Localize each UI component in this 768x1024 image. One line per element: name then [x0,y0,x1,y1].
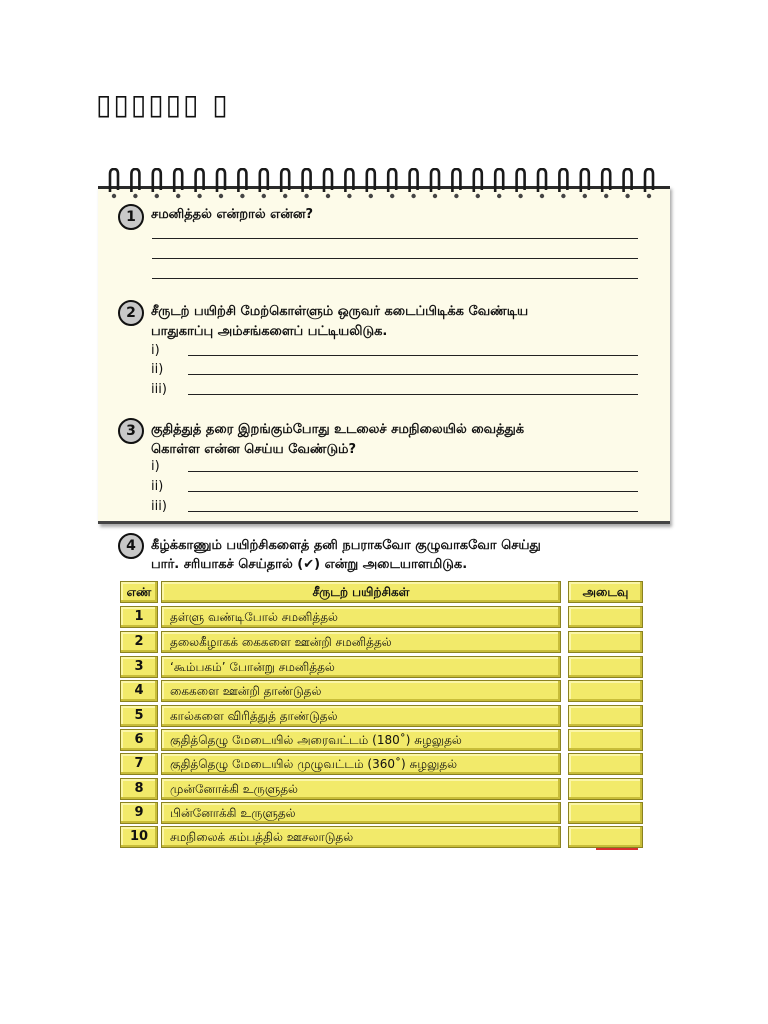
answer-label: i) [151,459,160,474]
achievement-cell[interactable] [568,802,643,824]
spiral-ring [324,169,332,198]
answer-line[interactable] [188,491,638,492]
achievement-cell[interactable] [568,631,643,653]
row-number: 4 [120,680,158,702]
achievement-cell[interactable] [568,680,643,702]
achievement-cell[interactable] [568,606,643,628]
row-activity: பின்னோக்கி உருளுதல் [161,802,561,824]
question-1-text: சமனித்தல் என்றால் என்ன? [151,207,314,222]
row-number: 9 [120,802,158,824]
row-number: 6 [120,729,158,751]
question-3-number: 3 [118,418,144,444]
answer-line[interactable] [188,355,638,356]
achievement-cell[interactable] [568,826,643,848]
spiral-ring [538,169,546,198]
row-activity: தள்ளு வண்டிபோல் சமனித்தல் [161,606,561,628]
spiral-ring [217,169,225,198]
spiral-ring [303,169,311,198]
row-activity: குதித்தெழு மேடையில் அரைவட்டம் (180˚) சுழலுதல் [161,729,561,751]
answer-label: i) [151,343,160,358]
spiral-ring [281,169,289,198]
answer-line[interactable] [188,511,638,512]
row-activity: தலைகீழாகக் கைகளை ஊன்றி சமனித்தல் [161,631,561,653]
answer-line[interactable] [188,394,638,395]
spiral-ring [174,169,182,198]
question-4-text-line1: கீழ்க்காணும் பயிற்சிகளைத் தனி நபராகவோ குழுவாகவோ செய்து [151,538,541,553]
answer-label: ii) [151,479,164,494]
answer-line[interactable] [188,374,638,375]
spiral-ring [517,169,525,198]
spiral-ring [388,169,396,198]
achievement-cell[interactable] [568,778,643,800]
question-4-text-line2: பார். சரியாகச் செய்தால் (✔) என்று அடையாளமிடுக. [151,557,468,572]
answer-label: iii) [151,382,167,397]
red-mark [596,848,638,850]
question-3-text-line2: கொள்ள என்ன செய்ய வேண்டும்? [151,442,357,457]
achievement-cell[interactable] [568,656,643,678]
row-activity: கால்களை விரித்துத் தாண்டுதல் [161,705,561,727]
row-activity: முன்னோக்கி உருளுதல் [161,778,561,800]
answer-label: ii) [151,362,164,377]
question-1-number: 1 [118,204,144,230]
spiral-ring [495,169,503,198]
row-number: 5 [120,705,158,727]
header-activity: சீருடற் பயிற்சிகள் [161,581,561,603]
header-achievement: அடைவு [568,581,643,603]
spiral-ring [238,169,246,198]
spiral-ring [131,169,139,198]
row-activity: குதித்தெழு மேடையில் முழுவட்டம் (360˚) சுழலுதல் [161,753,561,775]
spiral-ring [474,169,482,198]
spiral-binding [104,168,664,208]
spiral-ring [196,169,204,198]
question-3-text-line1: குதித்துத் தரை இறங்கும்போது உடலைச் சமநிலையில் வைத்துக் [151,422,525,437]
spiral-ring [410,169,418,198]
answer-line[interactable] [152,238,638,239]
spiral-ring [602,169,610,198]
achievement-cell[interactable] [568,753,643,775]
question-2-text-line1: சீருடற் பயிற்சி மேற்கொள்ளும் ஒருவர் கடைப்பிடிக்க வேண்டிய [151,304,529,319]
question-4-number: 4 [118,533,144,559]
answer-label: iii) [151,499,167,514]
spiral-ring [645,169,653,198]
spiral-ring [624,169,632,198]
spiral-ring [581,169,589,198]
page-heading: ▯▯▯▯▯▯ ▯ [96,88,230,121]
row-activity: சமநிலைக் கம்பத்தில் ஊசலாடுதல் [161,826,561,848]
row-number: 3 [120,656,158,678]
row-number: 10 [120,826,158,848]
spiral-ring [367,169,375,198]
spiral-ring [110,169,118,198]
answer-line[interactable] [152,278,638,279]
spiral-ring [559,169,567,198]
answer-line[interactable] [188,471,638,472]
spiral-ring [452,169,460,198]
achievement-cell[interactable] [568,705,643,727]
spiral-ring [260,169,268,198]
question-2-number: 2 [118,300,144,326]
row-number: 1 [120,606,158,628]
spiral-ring [345,169,353,198]
row-number: 8 [120,778,158,800]
answer-line[interactable] [152,258,638,259]
question-2-text-line2: பாதுகாப்பு அம்சங்களைப் பட்டியலிடுக. [151,324,388,339]
row-activity: ‘கூம்பகம்’ போன்று சமனித்தல் [161,656,561,678]
row-number: 7 [120,753,158,775]
row-activity: கைகளை ஊன்றி தாண்டுதல் [161,680,561,702]
header-number: எண் [120,581,158,603]
spiral-ring [431,169,439,198]
spiral-ring [153,169,161,198]
achievement-cell[interactable] [568,729,643,751]
row-number: 2 [120,631,158,653]
